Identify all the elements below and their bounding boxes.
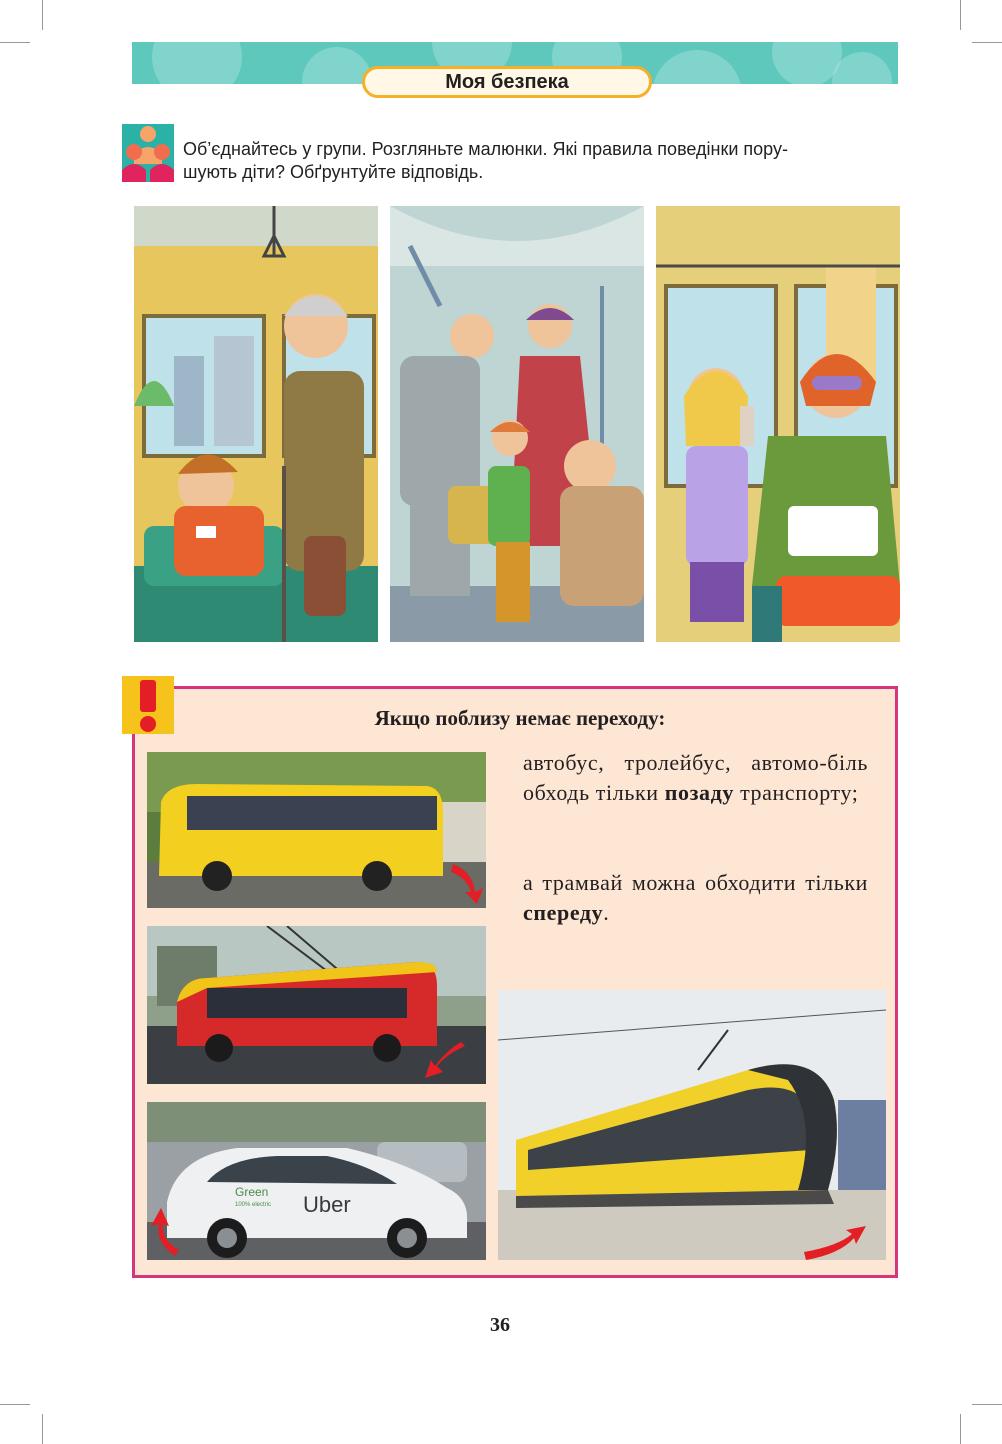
crop-mark (42, 0, 43, 30)
task-instructions (183, 138, 895, 184)
task-line-2: шують діти? Обґрунтуйте відповідь. (183, 162, 484, 182)
crop-mark (972, 1404, 1002, 1405)
crop-mark (960, 1414, 961, 1444)
car-photo (147, 1102, 486, 1260)
page-number: 36 (490, 1314, 510, 1336)
trolleybus-photo (147, 926, 486, 1084)
car-brand-text: Uber (303, 1192, 351, 1217)
crop-mark (0, 42, 30, 43)
boy-with-phone-scene (134, 206, 378, 642)
girl-with-drink-scene (656, 206, 900, 642)
crop-mark (972, 42, 1002, 43)
rule-heading: Якщо поблизу немає переходу: (374, 706, 666, 730)
exclamation-icon (122, 676, 174, 734)
crop-mark (42, 1414, 43, 1444)
tram-photo (498, 990, 886, 1260)
section-title: Моя безпека (362, 66, 652, 98)
boy-pushing-scene (390, 206, 644, 642)
car-badge-electric: 100% electric (235, 1202, 272, 1208)
group-work-icon (122, 124, 174, 182)
tram-rule-text: а трамвай можна обходити тільки спереду. (523, 870, 868, 925)
crop-mark (0, 1404, 30, 1405)
crop-mark (960, 0, 961, 30)
car-badge-green: Green (235, 1185, 269, 1199)
task-line-1: Об’єднайтесь у групи. Розгляньте малюнки. Які правила поведінки пору- (183, 139, 788, 159)
bus-rule-text: автобус, тролейбус, автомо-біль обходь тільки позаду транспорту; (523, 750, 868, 805)
bus-photo (147, 752, 486, 908)
